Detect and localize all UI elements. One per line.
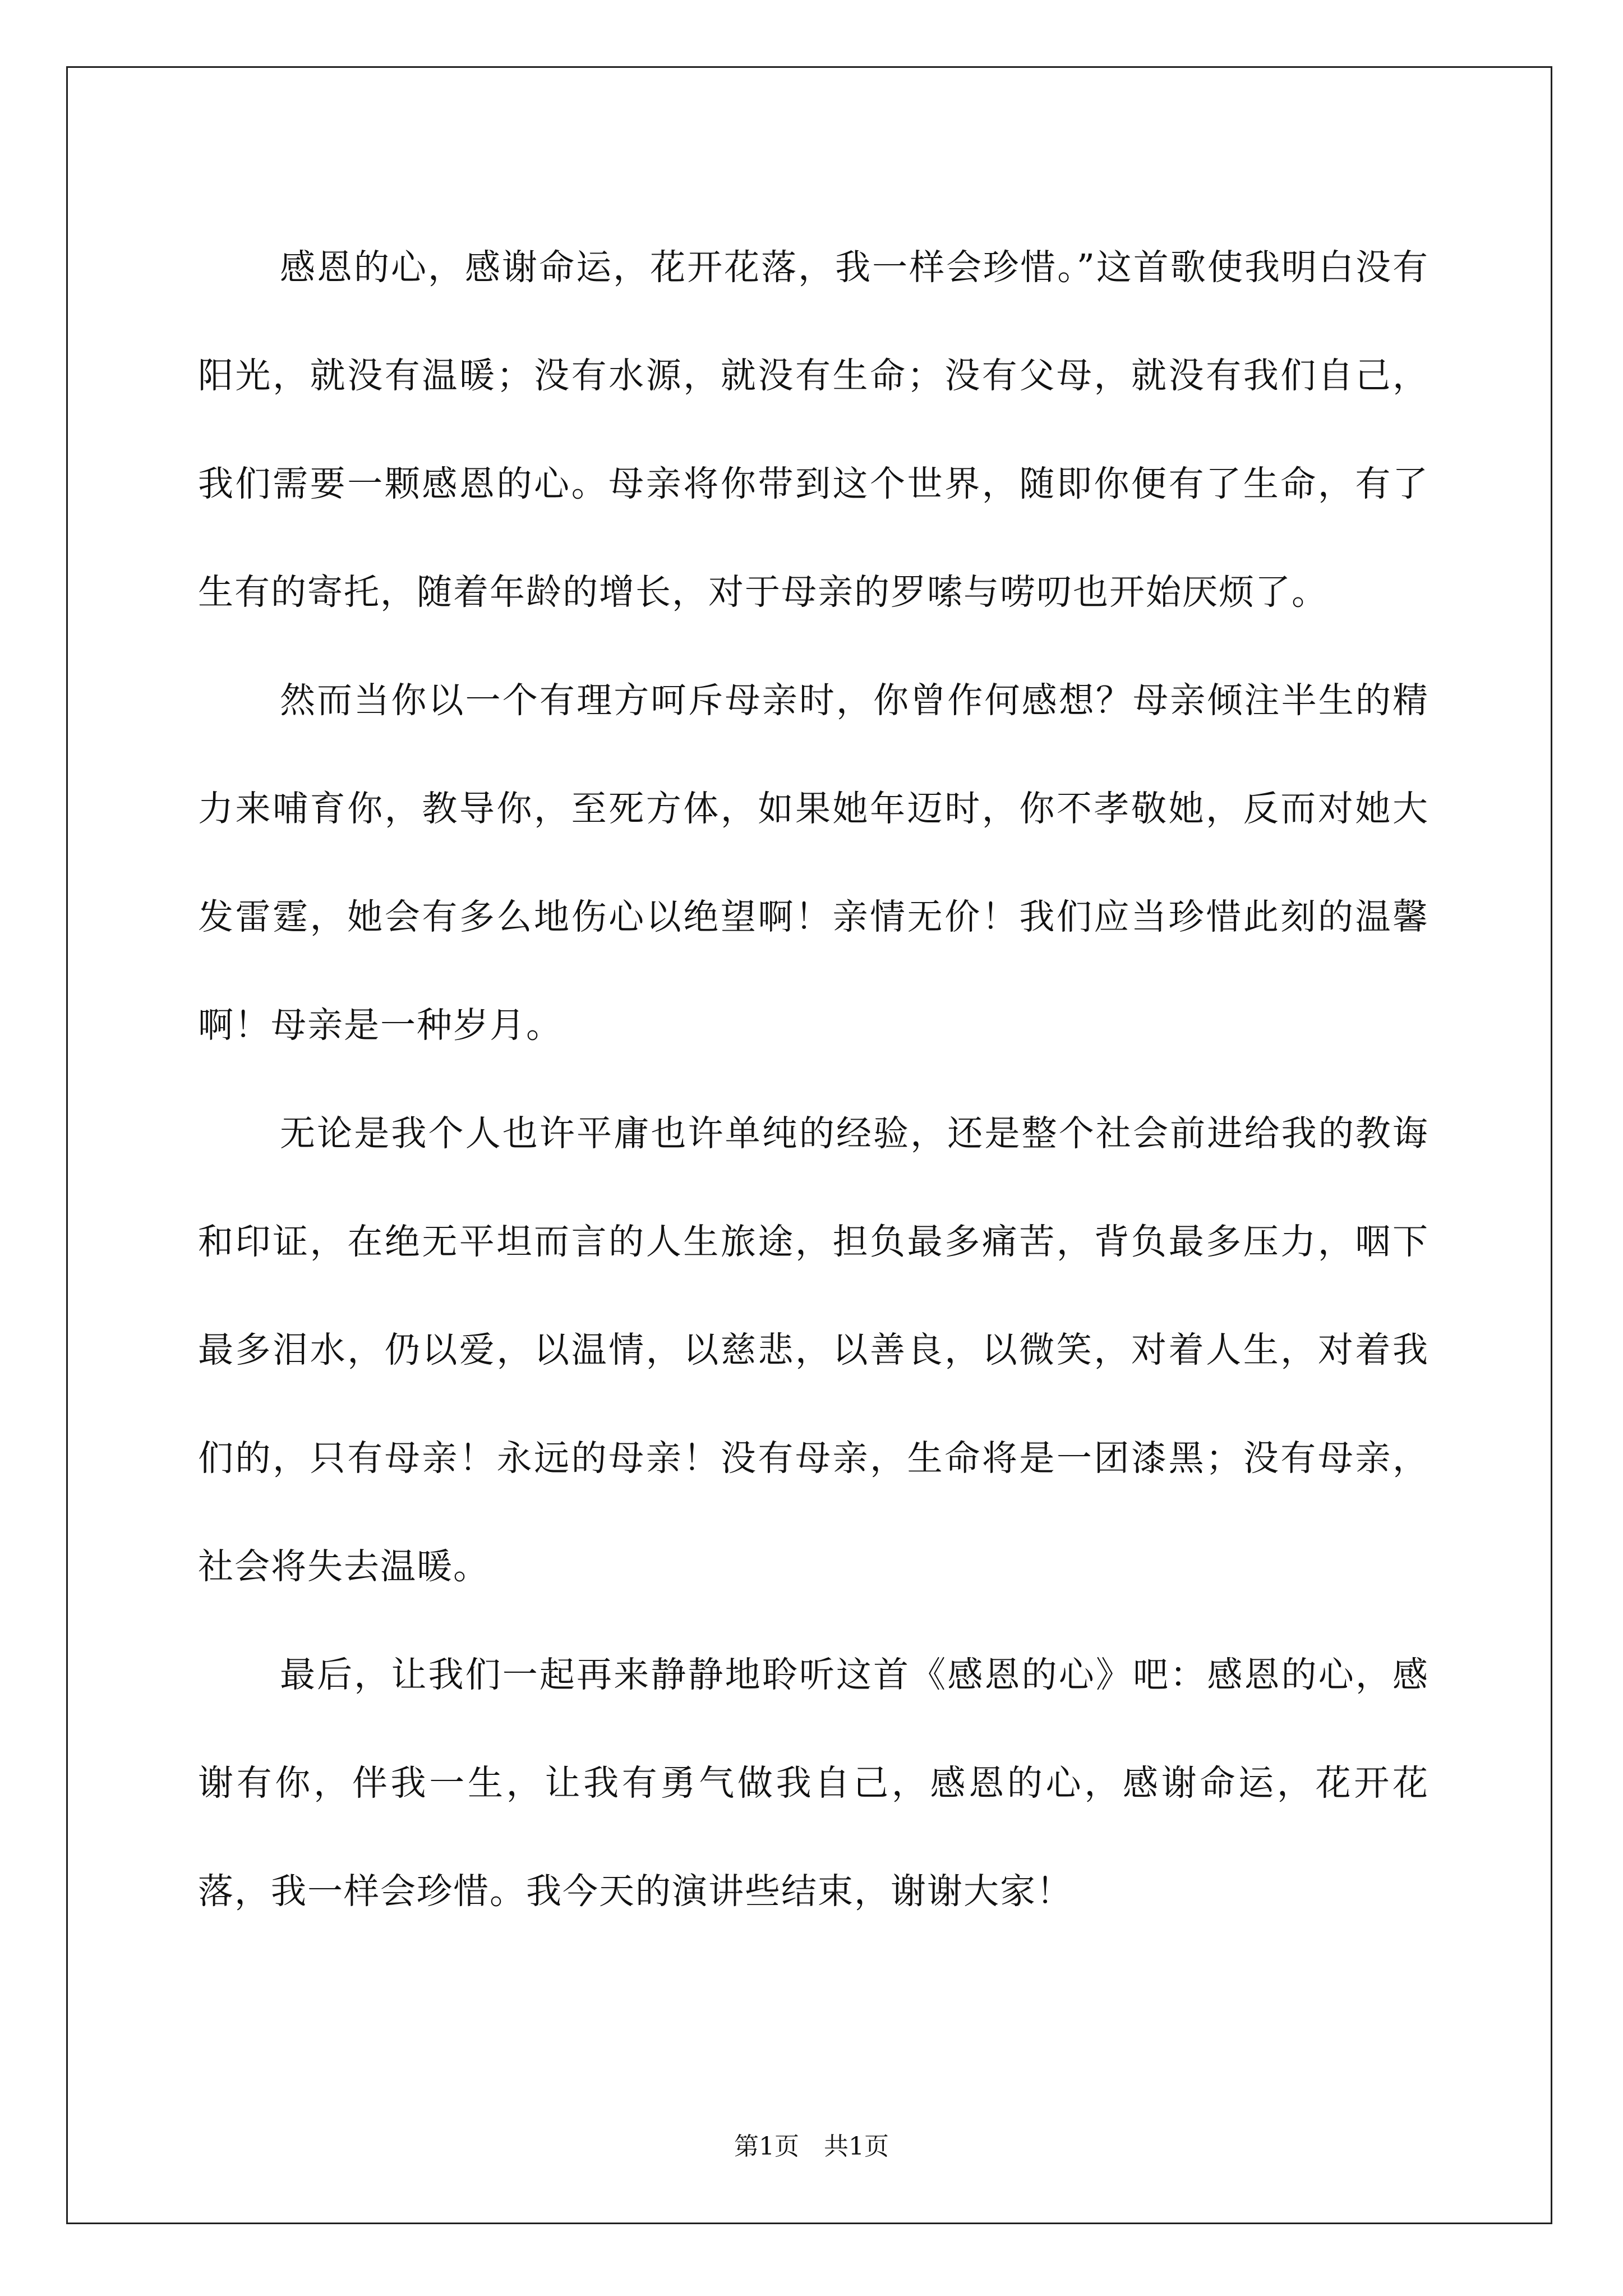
page-number-total: 共1页 <box>824 2132 889 2161</box>
page-number-current: 第1页 <box>734 2132 799 2161</box>
paragraph-1: 感恩的心，感谢命运，花开花落，我一样会珍惜。”这首歌使我明白没有阳光，就没有温暖；没有水源，就没有生命；没有父母，就没有我们自己，我们需要一颗感恩的心。母亲将你带到这个世界，随即你便有了生命，有了生有的寄托，随着年龄的增长，对于母亲的罗嗦与唠叨也开始厌烦了。 <box>198 247 1429 613</box>
document-body <box>198 213 1429 1945</box>
paragraph-2: 然而当你以一个有理方呵斥母亲时，你曾作何感想？母亲倾注半生的精力来哺育你，教导你，至死方体，如果她年迈时，你不孝敬她，反而对她大发雷霆，她会有多么地伤心以绝望啊！亲情无价！我们应当珍惜此刻的温馨啊！母亲是一种岁月。 <box>198 680 1429 1046</box>
paragraph-3: 无论是我个人也许平庸也许单纯的经验，还是整个社会前进给我的教诲和印证，在绝无平坦而言的人生旅途，担负最多痛苦，背负最多压力，咽下最多泪水，仍以爱，以温情，以慈悲，以善良，以微笑，对着人生，对着我们的，只有母亲！永远的母亲！没有母亲，生命将是一团漆黑；没有母亲，社会将失去温暖。 <box>198 1113 1429 1587</box>
paragraph-4: 最后，让我们一起再来静静地聆听这首《感恩的心》吧：感恩的心，感谢有你，伴我一生，让我有勇气做我自己，感恩的心，感谢命运，花开花落，我一样会珍惜。我今天的演讲些结束，谢谢大家！ <box>198 1654 1429 1912</box>
page-footer <box>0 2126 1623 2162</box>
